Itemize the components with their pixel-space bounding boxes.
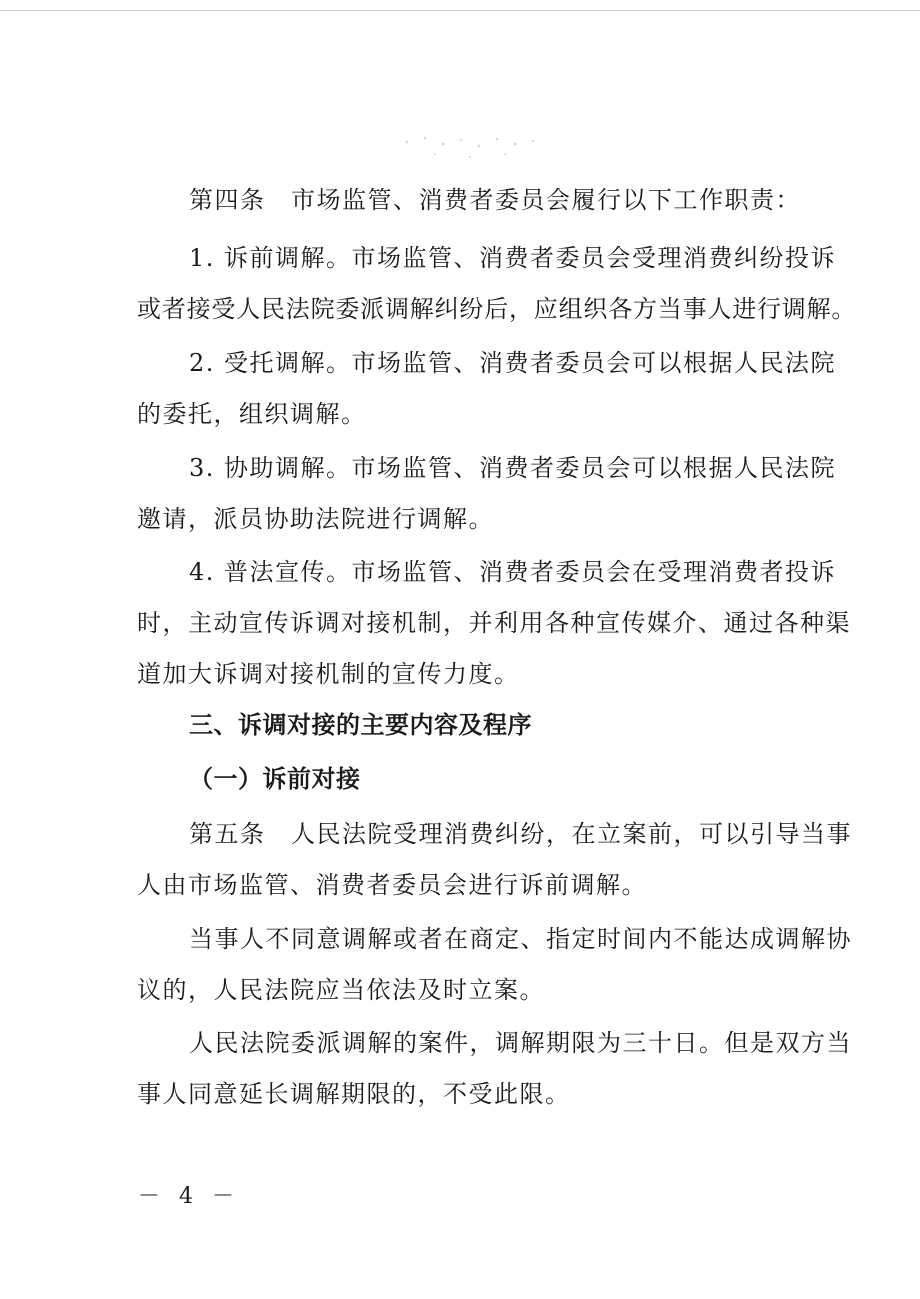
paragraph-2-line-1: 当事人不同意调解或者在商定、指定时间内不能达成调解协 [189, 925, 852, 953]
duty-1-line-1: 1. 诉前调解。市场监管、消费者委员会受理消费纠纷投诉 [189, 244, 837, 272]
faint-seal-trace [395, 132, 545, 164]
duty-4-line-1: 4. 普法宣传。市场监管、消费者委员会在受理消费者投诉 [189, 558, 837, 586]
duty-2-line-1: 2. 受托调解。市场监管、消费者委员会可以根据人民法院 [189, 349, 837, 377]
subsection-1-heading: （一）诉前对接 [189, 765, 361, 793]
duty-3-line-1: 3. 协助调解。市场监管、消费者委员会可以根据人民法院 [189, 454, 837, 482]
duty-4-line-3: 道加大诉调对接机制的宣传力度。 [137, 660, 520, 688]
article-4-heading: 第四条 市场监管、消费者委员会履行以下工作职责： [189, 186, 801, 214]
duty-3-line-2: 邀请，派员协助法院进行调解。 [137, 505, 494, 533]
duty-1-line-2: 或者接受人民法院委派调解纠纷后，应组织各方当事人进行调解。 [137, 295, 857, 323]
duty-2-line-2: 的委托，组织调解。 [137, 400, 367, 428]
page-number: － 4 － [138, 1184, 240, 1209]
paragraph-3-line-1: 人民法院委派调解的案件，调解期限为三十日。但是双方当 [189, 1029, 852, 1057]
article-5-line-2: 人由市场监管、消费者委员会进行诉前调解。 [137, 871, 647, 899]
section-3-heading: 三、诉调对接的主要内容及程序 [189, 711, 532, 739]
paragraph-3-line-2: 事人同意延长调解期限的，不受此限。 [137, 1080, 571, 1108]
article-5-line-1: 第五条 人民法院受理消费纠纷，在立案前，可以引导当事 [189, 820, 852, 848]
top-border-line [0, 10, 920, 11]
duty-4-line-2: 时，主动宣传诉调对接机制，并利用各种宣传媒介、通过各种渠 [137, 609, 851, 637]
paragraph-2-line-2: 议的，人民法院应当依法及时立案。 [137, 976, 545, 1004]
